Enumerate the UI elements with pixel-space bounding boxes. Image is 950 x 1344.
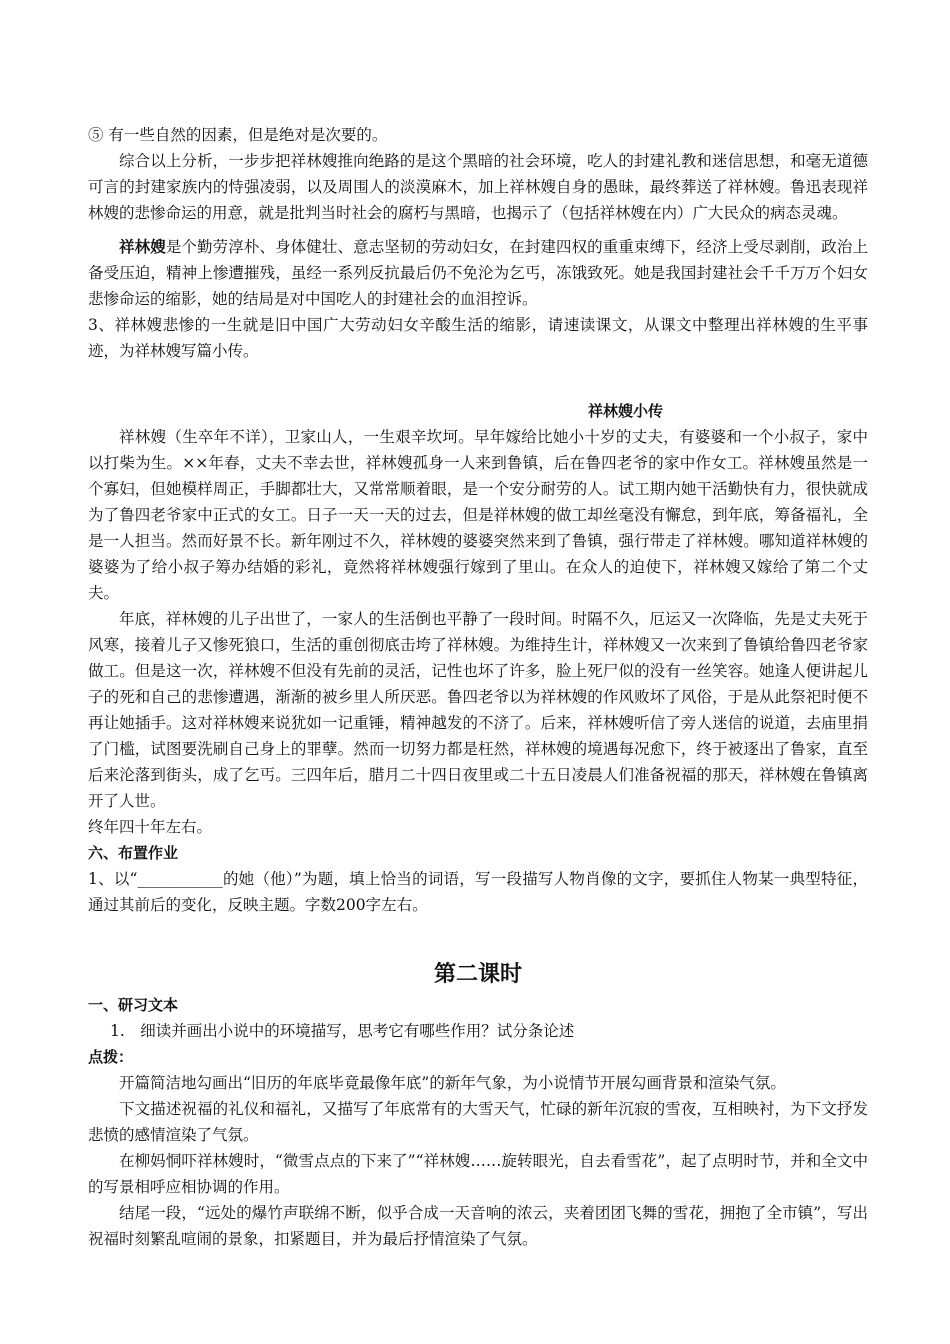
section-heading-study-text: 一、研习文本	[88, 996, 179, 1014]
study-item-1: 1. 细读并画出小说中的环境描写，思考它有哪些作用？试分条论述	[110, 1022, 575, 1040]
homework-item-1: 1、以“___________的她（他）”为题，填上恰当的词语，写一段描写人物肖像的文字，要抓住人物某一典型特征，通过其前后的变化，反映主题。字数200字左右。	[88, 870, 868, 914]
hint-paragraph-4: 结尾一段，“远处的爆竹声联绵不断，似乎合成一天音响的浓云，夹着团团飞舞的雪花，拥抱了全市镇”，写出祝福时刻繁乱喧闹的景象，扣紧题目，并为最后抒情渲染了气氛。	[88, 1204, 868, 1248]
biography-paragraph-1: 祥林嫂（生卒年不详），卫家山人，一生艰辛坎坷。早年嫁给比她小十岁的丈夫，有婆婆和一个小叔子，家中以打柴为生。××年春，丈夫不幸去世，祥林嫂孤身一人来到鲁镇，后在鲁四老爷的家中作女工。祥林嫂虽然是一个寡妇，但她模样周正，手脚都壮大，又常常顺着眼，是一个安分耐劳的人。试工期内她干活勤快有力，很快就成为了鲁四老爷家中正式的女工。日子一天一天的过去，但是祥林嫂的做工却丝毫没有懈怠，到年底，筹备福礼，全是一人担当。然而好景不长。新年刚过不久，祥林嫂的婆婆突然来到了鲁镇，强行带走了祥林嫂。哪知道祥林嫂的婆婆为了给小叔子筹办结婚的彩礼，竟然将祥林嫂强行嫁到了里山。在众人的迫使下，祥林嫂又嫁给了第二个丈夫。	[88, 428, 868, 602]
paragraph-character-summary	[88, 234, 868, 312]
document-body	[88, 122, 868, 1252]
paragraph-analysis-summary: 综合以上分析，一步步把祥林嫂推向绝路的是这个黑暗的社会环境，吃人的封建礼教和迷信思想，和毫无道德可言的封建家族内的恃强凌弱，以及周围人的淡漠麻木，加上祥林嫂自身的愚昧，最终葬送了祥林嫂。鲁迅表现祥林嫂的悲惨命运的用意，就是批判当时社会的腐朽与黑暗，也揭示了（包括祥林嫂在内）广大民众的病态灵魂。	[88, 152, 868, 222]
question-3: 3、祥林嫂悲惨的一生就是旧中国广大劳动妇女辛酸生活的缩影，请速读课文，从课文中整理出祥林嫂的生平事迹，为祥林嫂写篇小传。	[88, 316, 868, 360]
hint-paragraph-2: 下文描述祝福的礼仪和福礼，又描写了年底常有的大雪天气，忙碌的新年沉寂的雪夜，互相映衬，为下文抒发悲愤的感情渲染了气氛。	[88, 1100, 868, 1144]
biography-paragraph-3: 终年四十年左右。	[88, 818, 213, 836]
character-name-term: 祥林嫂	[119, 238, 166, 256]
biography-title: 祥林嫂小传	[587, 402, 663, 420]
lesson-2-title: 第二课时	[433, 962, 522, 987]
character-summary-text: 是个勤劳淳朴、身体健壮、意志坚韧的劳动妇女，在封建四权的重重束缚下，经济上受尽剥削，政治上备受压迫，精神上惨遭摧残，虽经一系列反抗最后仍不免沦为乞丐，冻饿致死。她是我国封建社会千千万万个妇女悲惨命运的缩影，她的结局是对中国吃人的封建社会的血泪控诉。	[88, 238, 868, 308]
hint-paragraph-1: 开篇简洁地勾画出“旧历的年底毕竟最像年底”的新年气象，为小说情节开展勾画背景和渲染气氛。	[119, 1074, 786, 1092]
paragraph-cause-5: ⑤ 有一些自然的因素，但是绝对是次要的。	[88, 126, 388, 144]
hint-paragraph-3: 在柳妈恫吓祥林嫂时，“微雪点点的下来了”“祥林嫂……旋转眼光，自去看雪花”，起了点明时节，并和全文中的写景相呼应相协调的作用。	[88, 1152, 868, 1196]
homework-heading: 六、布置作业	[88, 844, 179, 862]
hint-label: 点拨：	[88, 1048, 134, 1066]
biography-paragraph-2: 年底，祥林嫂的儿子出世了，一家人的生活倒也平静了一段时间。时隔不久，厄运又一次降临，先是丈夫死于风寒，接着儿子又惨死狼口，生活的重创彻底击垮了祥林嫂。为维持生计，祥林嫂又一次来到了鲁镇给鲁四老爷家做工。但是这一次，祥林嫂不但没有先前的灵活，记性也坏了许多，脸上死尸似的没有一丝笑容。她逢人便讲起儿子的死和自己的悲惨遭遇，渐渐的被乡里人所厌恶。鲁四老爷以为祥林嫂的作风败坏了风俗，于是从此祭祀时便不再让她插手。这对祥林嫂来说犹如一记重锤，精神越发的不济了。后来，祥林嫂听信了旁人迷信的说道，去庙里捐了门槛，试图要洗刷自己身上的罪孽。然而一切努力都是枉然，祥林嫂的境遇每况愈下，终于被逐出了鲁家，直至后来沦落到街头，成了乞丐。三四年后，腊月二十四日夜里或二十五日凌晨人们准备祝福的那天，祥林嫂在鲁镇离开了人世。	[88, 610, 868, 810]
